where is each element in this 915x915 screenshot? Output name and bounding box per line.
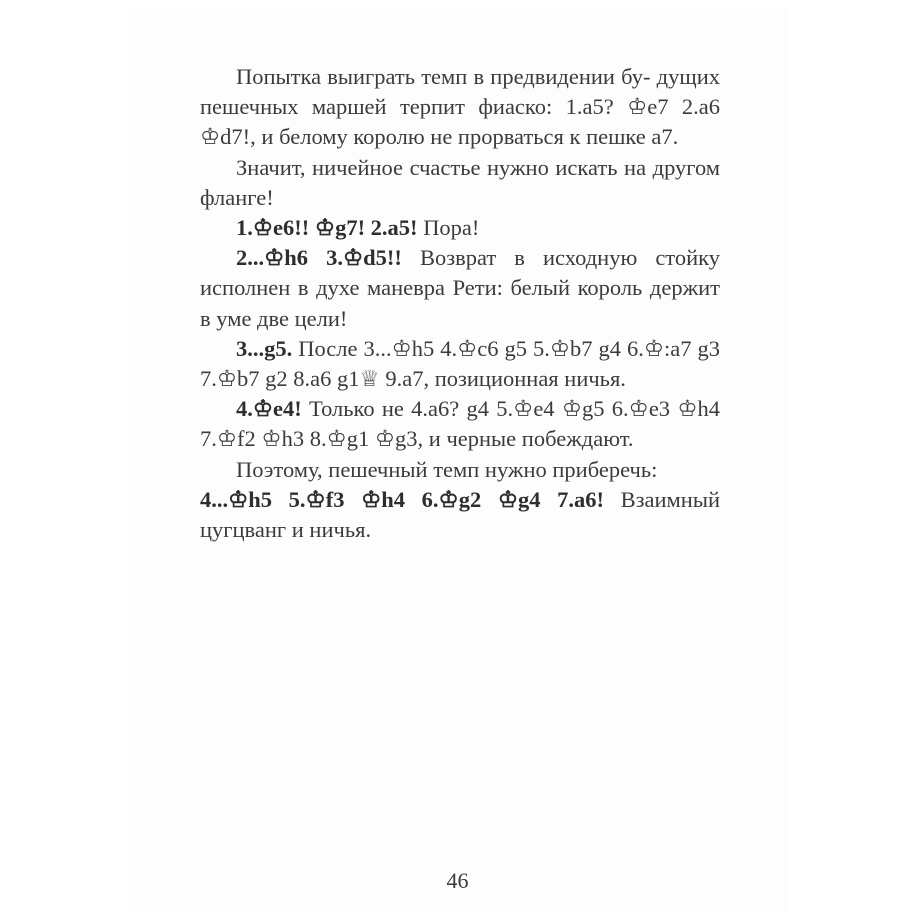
paragraph-2: Значит, ничейное счастье нужно искать на другом фланге!	[200, 154, 721, 210]
move-notation: 4...♔h5 5.♔f3 ♔h4 6.♔g2 ♔g4 7.a6!	[200, 486, 604, 512]
page-number: 46	[446, 868, 469, 893]
commentary: Возврат в исходную стойку исполнен в духе маневра Рети: белый король держит в уме две цели!	[200, 245, 720, 331]
move-notation: 2...♔h6 3.♔d5!!	[236, 245, 402, 271]
commentary: Взаимный цугцванг и ничья.	[200, 486, 720, 543]
paragraph-1: Попытка выиграть темп в предвидении бу- дущих пешечных маршей терпит фиаско: 1.а5? ♔е7 2.а6 ♔d7!, и белому королю не прорваться к пешке а7.	[200, 64, 720, 150]
move-notation: 1.♔e6!! ♔g7! 2.a5!	[236, 215, 418, 241]
commentary: Пора!	[417, 215, 480, 241]
paragraph-8	[200, 485, 720, 545]
paragraph-6	[200, 394, 720, 454]
paragraph-5	[200, 334, 720, 394]
move-notation: 4.♔e4!	[236, 396, 302, 422]
paragraph-7: Поэтому, пешечный темп нужно приберечь:	[236, 456, 658, 482]
body-text	[200, 62, 720, 545]
commentary: После 3...♔h5 4.♔c6 g5 5.♔b7 g4 6.♔:a7 g3 7.♔b7 g2 8.a6 g1♕ 9.a7, позиционная ничья.	[200, 335, 720, 392]
move-notation: 3...g5.	[236, 335, 293, 361]
paragraph-4	[200, 243, 720, 334]
commentary: Только не 4.а6? g4 5.♔e4 ♔g5 6.♔e3 ♔h4 7.♔f2 ♔h3 8.♔g1 ♔g3, и черные побеждают.	[200, 396, 720, 452]
paragraph-3	[200, 213, 720, 243]
